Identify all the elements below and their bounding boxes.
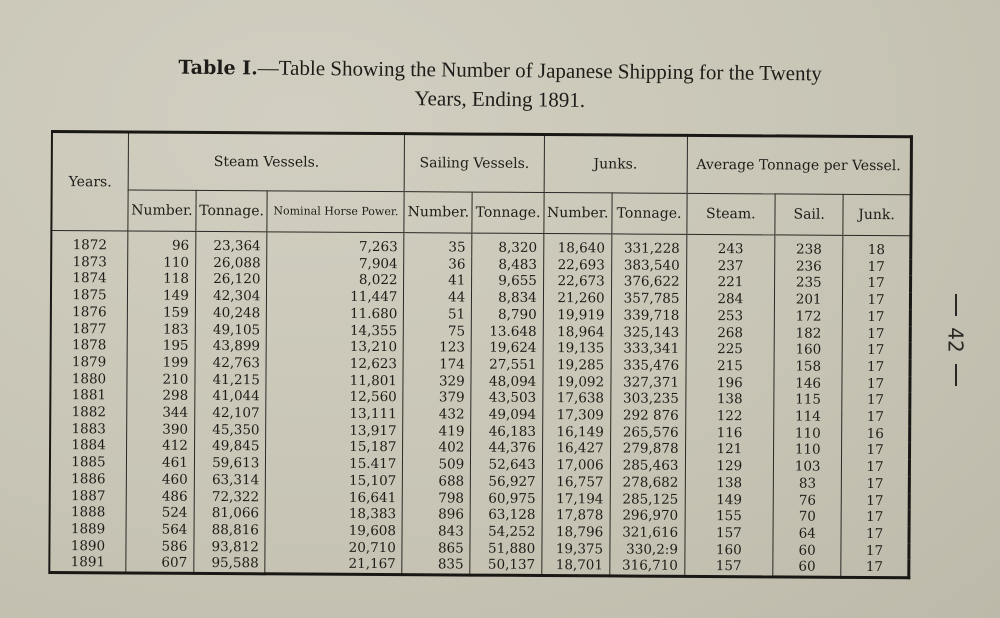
sailing-vessels-header: Sailing Vessels.: [405, 134, 545, 193]
avg-steam-cell: 157: [684, 558, 773, 577]
avg-steam-cell: 253: [686, 308, 775, 325]
junks-number-cell: 19,375: [542, 541, 610, 558]
sailing-number-cell: 509: [403, 456, 471, 473]
steam-tonnage-cell: 43,899: [195, 338, 267, 355]
avg-steam-cell: 237: [686, 258, 775, 275]
junks-number-cell: 17,638: [543, 390, 611, 407]
year-cell: 1885: [71, 454, 106, 471]
junks-number-cell: 17,006: [542, 457, 610, 474]
steam-tonnage-cell: 95,588: [194, 555, 266, 574]
title-line-2: Years, Ending 1891.: [414, 86, 586, 112]
sailing-tonnage-cell: 49,094: [471, 407, 543, 424]
steam-horse-power-cell: 7,263: [267, 232, 404, 256]
sailing-tonnage-cell: 52,643: [471, 457, 543, 474]
year-cell: 1874: [72, 270, 107, 287]
avg-sail-cell: 146: [774, 375, 842, 392]
title-rest: —Table Showing the Number of Japanese Shipping for the Twenty: [257, 55, 823, 86]
avg-sail-cell: 182: [774, 325, 842, 342]
sailing-tonnage-cell: 43,503: [471, 390, 543, 407]
sailing-number-cell: 835: [402, 557, 470, 576]
steam-tonnage-cell: 59,613: [194, 455, 266, 472]
sailing-number-cell: 798: [403, 490, 471, 507]
steam-horse-power-cell: 18,383: [265, 506, 402, 524]
sailing-tonnage-cell: 19,624: [471, 340, 543, 357]
avg-sail-cell: 114: [774, 408, 842, 425]
sub-header-row: [51, 190, 911, 236]
junks-number-cell: 19,092: [543, 374, 611, 391]
year-cell: 1883: [71, 420, 106, 438]
steam-horse-power-cell: 7,904: [267, 255, 404, 273]
year-cell: 1884: [71, 437, 106, 454]
steam-number-cell: 118: [128, 271, 196, 288]
avg-junk-cell: 17: [842, 359, 910, 376]
junks-tonnage-cell: 279,878: [610, 441, 685, 458]
junks-number-cell: 22,693: [543, 257, 611, 274]
avg-steam-cell: 157: [685, 525, 774, 542]
avg-junk-cell: 17: [843, 292, 911, 309]
junks-header: Junks.: [544, 135, 687, 194]
avg-sail-cell: 64: [773, 525, 841, 542]
steam-tonnage-cell: 88,816: [194, 522, 266, 539]
junks-number-cell: 18,964: [543, 324, 611, 341]
steam-number-cell: 461: [126, 455, 194, 472]
avg-junk-cell: 18: [843, 235, 911, 259]
steam-number-cell: 96: [128, 231, 196, 255]
avg-steam-cell: 160: [684, 542, 773, 559]
avg-junk-cell: 17: [842, 459, 910, 476]
year-cell: 1872: [72, 237, 108, 254]
avg-junk-cell: 17: [842, 342, 910, 359]
avg-steam-cell: 138: [685, 475, 774, 492]
sailing-number-cell: 123: [404, 339, 472, 356]
steam-horse-power-cell: 14,355: [267, 322, 404, 340]
sailing-tonnage-cell: 50,137: [470, 557, 542, 576]
steam-horse-power-cell: 16,641: [266, 489, 403, 507]
steam-tonnage-cell: 45,350: [194, 422, 266, 439]
sailing-number-cell: 432: [403, 406, 471, 423]
sailing-tonnage-cell: 8,483: [472, 256, 544, 273]
steam-horse-power-cell: 8,022: [267, 272, 404, 290]
steam-number-cell: 607: [126, 555, 194, 574]
avg-steam-cell: 121: [685, 441, 774, 458]
avg-junk-cell: 17: [841, 526, 909, 543]
avg-sail-cell: 60: [773, 559, 841, 578]
avg-steam-cell: 284: [686, 291, 775, 308]
table-title: [100, 52, 901, 117]
avg-junk-cell: 17: [843, 259, 911, 276]
junks-tonnage-cell: 316,710: [609, 558, 684, 577]
steam-number-cell: 159: [127, 304, 195, 321]
junks-number-cell: 18,701: [542, 557, 610, 576]
avg-sail-cell: 160: [774, 342, 842, 359]
junks-number-cell: 19,285: [543, 357, 611, 374]
sailing-tonnage-cell: 60,975: [471, 490, 543, 507]
steam-horse-power-cell: 15.417: [266, 455, 403, 473]
year-cell: 1890: [70, 537, 106, 554]
steam-tonnage-cell: 49,845: [194, 438, 266, 455]
junks-tonnage-cell: 303,235: [610, 391, 685, 408]
steam-number-cell: 183: [127, 321, 195, 338]
avg-steam-cell: 129: [685, 458, 774, 475]
junks-number-cell: 18,796: [542, 524, 610, 541]
avg-sail-cell: 172: [775, 308, 843, 325]
steam-number-cell: 110: [128, 254, 196, 271]
sailing-tonnage-cell: 56,927: [471, 473, 543, 490]
avg-steam-cell: 122: [685, 408, 774, 425]
steam-number-header: Number.: [128, 190, 196, 231]
steam-horse-power-cell: 20,710: [265, 539, 402, 557]
steam-number-cell: 564: [126, 521, 194, 538]
year-cell: 1880: [71, 370, 107, 387]
steam-tonnage-cell: 72,322: [194, 488, 266, 505]
avg-steam-cell: 215: [686, 358, 775, 375]
sailing-tonnage-cell: 8,790: [472, 306, 544, 323]
avg-sail-cell: 76: [773, 492, 841, 509]
junks-number-cell: 18,640: [544, 234, 612, 258]
sailing-number-cell: 41: [404, 273, 472, 290]
steam-horse-power-cell: 13,111: [266, 405, 403, 423]
page-number-marginal: [944, 290, 969, 400]
sailing-tonnage-cell: 9,655: [472, 273, 544, 290]
junks-number-cell: 16,757: [542, 474, 610, 491]
year-cell: 1891: [70, 554, 106, 571]
sailing-number-cell: 329: [403, 373, 471, 390]
sailing-tonnage-cell: 13.648: [472, 323, 544, 340]
junks-tonnage-cell: 339,718: [611, 307, 686, 324]
junks-number-cell: 19,135: [543, 340, 611, 357]
steam-tonnage-cell: 23,364: [196, 231, 268, 255]
avg-sail-cell: 103: [774, 459, 842, 476]
junks-tonnage-cell: 335,476: [611, 357, 686, 374]
avg-sail-cell: 83: [774, 475, 842, 492]
steam-tonnage-cell: 81,066: [194, 505, 266, 522]
avg-steam-cell: 116: [685, 425, 774, 442]
avg-sail-cell: 110: [774, 442, 842, 459]
junks-tonnage-cell: 325,143: [611, 324, 686, 341]
year-cell: 1888: [70, 504, 106, 521]
avg-steam-cell: 268: [686, 324, 775, 341]
avg-junk-cell: 17: [842, 392, 910, 409]
avg-steam-cell: 243: [686, 234, 775, 258]
junks-number-cell: 17,194: [542, 491, 610, 508]
avg-junk-cell: 17: [843, 275, 911, 292]
sailing-number-cell: 379: [403, 389, 471, 406]
avg-sail-cell: 70: [773, 509, 841, 526]
steam-tonnage-cell: 42,107: [195, 405, 267, 422]
junks-tonnage-cell: 333,341: [611, 341, 686, 358]
sailing-tonnage-cell: 44,376: [471, 440, 543, 457]
junks-tonnage-cell: 292 876: [610, 407, 685, 424]
steam-horse-power-cell: 19,608: [265, 522, 402, 540]
avg-sail-cell: 236: [775, 258, 843, 275]
junks-number-header: Number.: [544, 193, 612, 234]
avg-steam-cell: 149: [685, 491, 774, 508]
steam-horse-power-cell: 11.680: [267, 305, 404, 323]
steam-number-cell: 586: [126, 538, 194, 555]
avg-sail-cell: 115: [774, 392, 842, 409]
sailing-tonnage-cell: 51,880: [470, 540, 542, 557]
sailing-number-cell: 75: [404, 323, 472, 340]
avg-junk-cell: 17: [841, 476, 909, 493]
steam-vessels-header: Steam Vessels.: [128, 132, 405, 192]
avg-sail-cell: 158: [774, 358, 842, 375]
steam-horse-power-header: Nominal Horse Power.: [267, 191, 404, 233]
avg-junk-cell: 17: [842, 375, 910, 392]
shipping-table-container: [48, 130, 913, 603]
avg-sail-header: Sail.: [775, 194, 843, 235]
junks-tonnage-cell: 321,616: [610, 524, 685, 541]
year-cell: 1887: [71, 487, 106, 504]
junks-tonnage-cell: 327,371: [611, 374, 686, 391]
sailing-number-cell: 688: [403, 473, 471, 490]
avg-sail-cell: 60: [773, 542, 841, 559]
sailing-tonnage-cell: 46,183: [471, 423, 543, 440]
junks-number-cell: 17,878: [542, 507, 610, 524]
steam-tonnage-cell: 41,215: [195, 372, 267, 389]
steam-horse-power-cell: 21,167: [265, 556, 402, 575]
steam-tonnage-cell: 40,248: [195, 305, 267, 322]
sailing-number-cell: 51: [404, 306, 472, 323]
table-row: [49, 554, 909, 577]
year-cell: 1878: [71, 337, 107, 354]
steam-horse-power-cell: 12,560: [266, 389, 403, 407]
junks-number-cell: 16,427: [542, 440, 610, 457]
sailing-tonnage-cell: 27,551: [471, 356, 543, 373]
junks-number-cell: 17,309: [543, 407, 611, 424]
group-header-row: [52, 132, 912, 195]
junks-tonnage-cell: 265,576: [610, 424, 685, 441]
avg-sail-cell: 238: [775, 235, 843, 259]
junks-number-cell: 21,260: [543, 290, 611, 307]
sailing-number-cell: 843: [402, 523, 470, 540]
steam-number-cell: 412: [127, 438, 195, 455]
steam-number-cell: 149: [127, 288, 195, 305]
sailing-number-cell: 36: [404, 256, 472, 273]
sailing-number-cell: 35: [404, 233, 472, 257]
junks-number-cell: 22,673: [543, 273, 611, 290]
sailing-number-cell: 865: [402, 540, 470, 557]
junks-tonnage-cell: 296,970: [610, 508, 685, 525]
steam-tonnage-cell: 93,812: [194, 539, 266, 556]
avg-junk-header: Junk.: [843, 194, 911, 235]
year-cell: 1879: [71, 354, 107, 371]
avg-steam-cell: 138: [685, 391, 774, 408]
junks-tonnage-cell: 330,2:9: [610, 541, 685, 558]
avg-junk-cell: 16: [842, 426, 910, 443]
steam-number-cell: 524: [126, 505, 194, 522]
avg-junk-cell: 17: [842, 409, 910, 426]
steam-horse-power-cell: 12,623: [266, 355, 403, 373]
year-cell: 1881: [71, 387, 107, 404]
junks-number-cell: 19,919: [543, 307, 611, 324]
steam-tonnage-header: Tonnage.: [196, 190, 268, 231]
steam-number-cell: 298: [127, 388, 195, 405]
steam-tonnage-cell: 42,304: [195, 288, 267, 305]
avg-sail-cell: 110: [774, 425, 842, 442]
avg-junk-cell: 17: [843, 309, 911, 326]
title-lead: Table I.: [178, 56, 258, 80]
steam-horse-power-cell: 13,917: [266, 422, 403, 440]
sailing-tonnage-cell: 8,320: [472, 233, 544, 257]
steam-tonnage-cell: 49,105: [195, 321, 267, 338]
steam-tonnage-cell: 41,044: [195, 388, 267, 405]
junks-tonnage-cell: 357,785: [611, 291, 686, 308]
steam-tonnage-cell: 26,088: [195, 255, 267, 272]
junks-tonnage-cell: 285,463: [610, 458, 685, 475]
steam-number-cell: 390: [127, 421, 195, 438]
sailing-tonnage-cell: 54,252: [470, 524, 542, 541]
avg-junk-cell: 17: [841, 492, 909, 509]
steam-horse-power-cell: 11,447: [267, 288, 404, 306]
avg-junk-cell: 17: [841, 559, 909, 578]
year-cell: 1873: [72, 253, 107, 271]
junks-tonnage-cell: 278,682: [610, 474, 685, 491]
junks-number-cell: 16,149: [542, 424, 610, 441]
year-cell: 1875: [72, 287, 107, 304]
year-cell: 1877: [72, 320, 107, 337]
steam-number-cell: 199: [127, 354, 195, 371]
avg-steam-header: Steam.: [686, 193, 775, 235]
sailing-number-cell: 44: [404, 289, 472, 306]
sailing-number-header: Number.: [404, 192, 472, 233]
sailing-number-cell: 402: [403, 440, 471, 457]
avg-steam-cell: 155: [685, 508, 774, 525]
steam-tonnage-cell: 63,314: [194, 472, 266, 489]
avg-junk-cell: 17: [842, 325, 910, 342]
steam-tonnage-cell: 42,763: [195, 355, 267, 372]
avg-sail-cell: 235: [775, 275, 843, 292]
avg-junk-cell: 17: [841, 542, 909, 559]
steam-number-cell: 195: [127, 338, 195, 355]
avg-junk-cell: 17: [842, 442, 910, 459]
junks-tonnage-cell: 285,125: [610, 491, 685, 508]
average-tonnage-header: Average Tonnage per Vessel.: [687, 135, 912, 194]
avg-sail-cell: 201: [775, 292, 843, 309]
avg-steam-cell: 221: [686, 274, 775, 291]
junks-tonnage-header: Tonnage.: [612, 193, 687, 234]
junks-tonnage-cell: 376,622: [611, 274, 686, 291]
steam-horse-power-cell: 13,210: [267, 339, 404, 357]
sailing-tonnage-header: Tonnage.: [472, 192, 544, 233]
steam-number-cell: 210: [127, 371, 195, 388]
sailing-tonnage-cell: 63,128: [470, 507, 542, 524]
steam-horse-power-cell: 11,801: [266, 372, 403, 390]
year-cell: 1876: [72, 303, 107, 321]
page-dash-bottom: [955, 364, 957, 386]
sailing-number-cell: 896: [403, 506, 471, 523]
steam-number-cell: 344: [127, 404, 195, 421]
page-number: 42: [944, 327, 969, 353]
steam-horse-power-cell: 15,107: [266, 472, 403, 490]
shipping-table: [48, 130, 913, 579]
sailing-tonnage-cell: 8,834: [472, 290, 544, 307]
steam-number-cell: 460: [126, 471, 194, 488]
sailing-number-cell: 174: [403, 356, 471, 373]
avg-steam-cell: 225: [686, 341, 775, 358]
table-body: [49, 231, 911, 578]
steam-tonnage-cell: 26,120: [195, 271, 267, 288]
avg-steam-cell: 196: [685, 375, 774, 392]
steam-number-cell: 486: [126, 488, 194, 505]
year-cell: 1886: [71, 470, 106, 488]
sailing-number-cell: 419: [403, 423, 471, 440]
year-cell: 1882: [71, 404, 106, 421]
years-header: Years.: [51, 132, 128, 231]
sailing-tonnage-cell: 48,094: [471, 373, 543, 390]
year-cell: 1889: [70, 521, 106, 538]
junks-tonnage-cell: 383,540: [611, 257, 686, 274]
avg-junk-cell: 17: [841, 509, 909, 526]
junks-tonnage-cell: 331,228: [611, 234, 686, 258]
steam-horse-power-cell: 15,187: [266, 439, 403, 457]
page-dash-top: [955, 294, 957, 316]
